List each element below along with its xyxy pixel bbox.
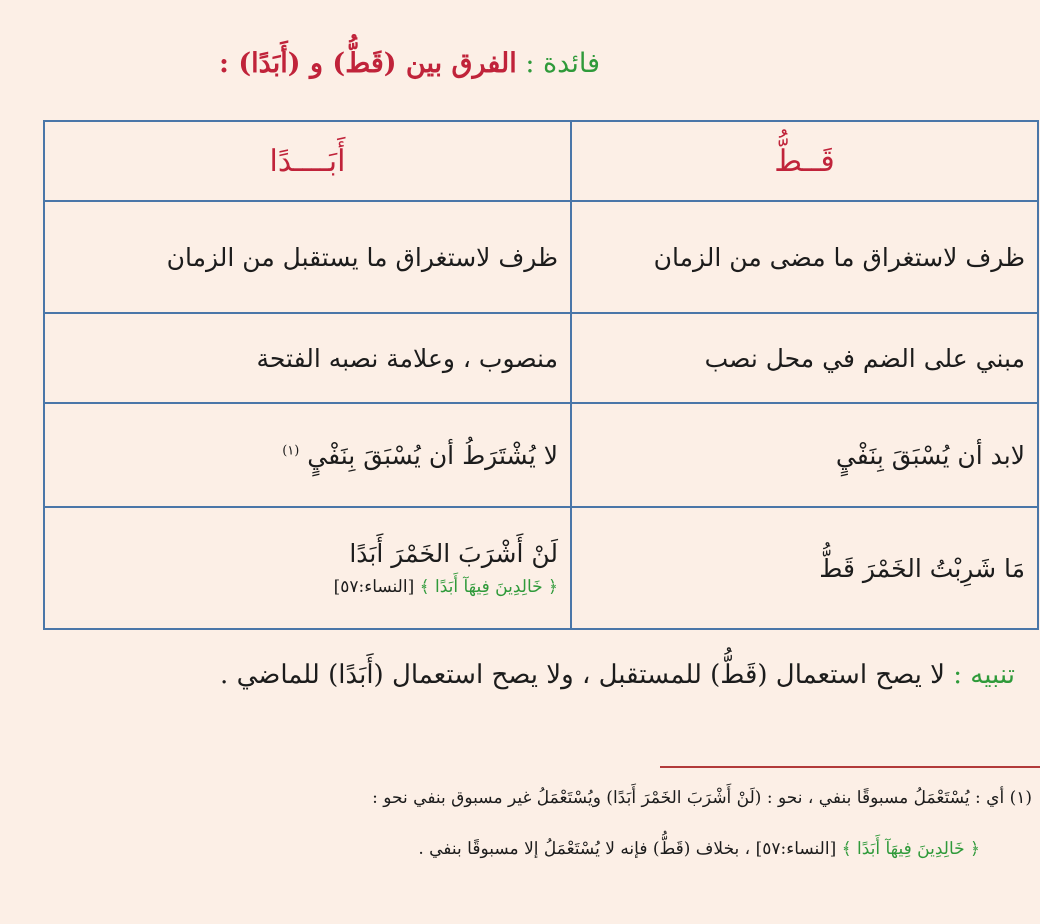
footnote-line-1: (١) أي : يُسْتَعْمَلُ مسبوقًا بنفي ، نحو : (لَنْ أَشْرَبَ الخَمْرَ أَبَدًا) ويُسْتَعْمَلُ غير مسبوق بنفي نحو :	[372, 788, 1032, 808]
table-cell: ظرف لاستغراق ما يستقبل من الزمان	[44, 201, 571, 313]
header-abadan: أَبَــــدًا	[44, 121, 571, 201]
note	[220, 660, 1015, 690]
table-row	[44, 201, 1038, 313]
section-heading	[219, 48, 600, 79]
table-cell: منصوب ، وعلامة نصبه الفتحة	[44, 313, 571, 403]
example-sentence: لَنْ أَشْرَبَ الخَمْرَ أَبَدًا	[349, 539, 558, 568]
header-qatt: قَــطُّ	[571, 121, 1038, 201]
footnote-line-2	[418, 838, 980, 859]
footnote-divider	[660, 766, 1040, 768]
heading-title: الفرق بين (قَطُّ) و (أَبَدًا) :	[218, 48, 517, 79]
heading-label: فائدة :	[525, 48, 600, 79]
example-cell	[44, 507, 571, 629]
table-row	[44, 507, 1038, 629]
note-label: تنبيه :	[953, 660, 1015, 690]
table-cell: مبني على الضم في محل نصب	[571, 313, 1038, 403]
table-cell: مَا شَرِبْتُ الخَمْرَ قَطُّ	[571, 507, 1038, 629]
footnote-text: [النساء:٥٧] ، بخلاف (قَطُّ) فإنه لا يُسْتَعْمَلُ إلا مسبوقًا بنفي .	[418, 839, 837, 859]
comparison-table	[43, 120, 1039, 630]
table-row	[44, 313, 1038, 403]
table-cell-text: لا يُشْتَرَطُ أن يُسْبَقَ بِنَفْيٍ	[307, 440, 558, 470]
verse-reference: [النساء:٥٧]	[333, 577, 415, 597]
verse-text: ﴿ خَالِدِينَ فِيهَآ أَبَدًا ﴾	[419, 577, 558, 597]
table-cell	[44, 403, 571, 507]
note-text: لا يصح استعمال (قَطُّ) للمستقبل ، ولا يصح استعمال (أَبَدًا) للماضي .	[220, 660, 945, 690]
quran-verse	[57, 576, 558, 597]
table-header-row	[44, 121, 1038, 201]
footnote-marker: (١)	[282, 443, 300, 459]
table-cell: ظرف لاستغراق ما مضى من الزمان	[571, 201, 1038, 313]
footnote-verse: ﴿ خَالِدِينَ فِيهَآ أَبَدًا ﴾	[841, 839, 980, 859]
table-row	[44, 403, 1038, 507]
table-cell: لابد أن يُسْبَقَ بِنَفْيٍ	[571, 403, 1038, 507]
